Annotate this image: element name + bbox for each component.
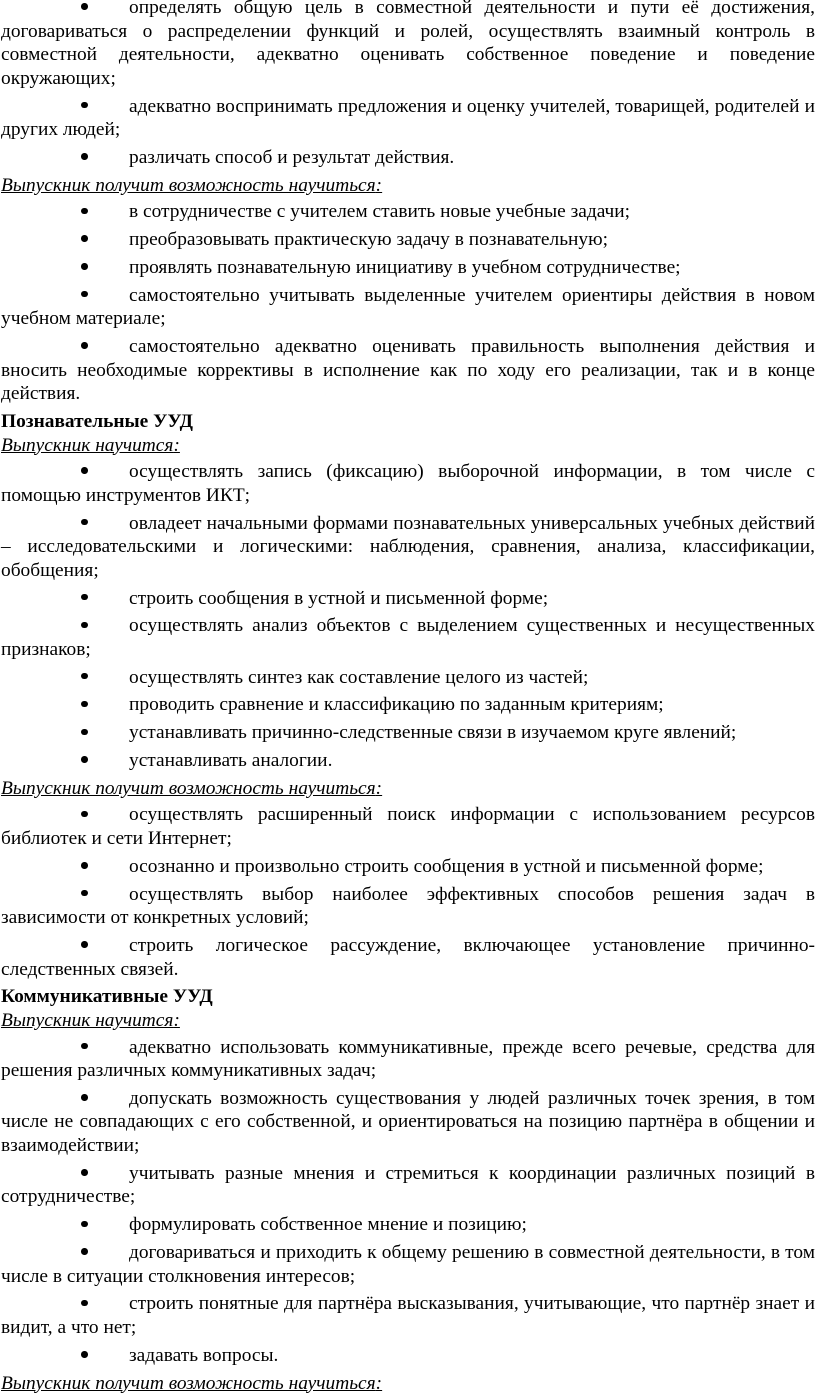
bullet-dot-icon (81, 512, 129, 536)
bullet-dot-icon (81, 587, 129, 611)
bullet-dot-icon (81, 146, 129, 170)
bullet-dot-icon (81, 0, 129, 20)
bullet-item (1, 1213, 815, 1237)
subheading (1, 434, 815, 458)
bullet-dot-icon (81, 749, 129, 773)
bullet-dot-icon (81, 693, 129, 717)
bullet-text: осознанно и произвольно строить сообщения в устной и письменной форме; (129, 855, 764, 877)
bullet-text: адекватно использовать коммуникативные, прежде всего речевые, средства для решения различных коммуникативных задач; (1, 1036, 815, 1082)
subheading-colon: : (173, 1009, 180, 1031)
bullet-text: осуществлять запись (фиксацию) выборочной информации, в том числе с помощью инструментов ИКТ; (1, 461, 815, 506)
bullet-text: осуществлять анализ объектов с выделением существенных и несущественных признаков; (1, 615, 815, 660)
bullet-text: преобразовывать практическую задачу в познавательную; (129, 229, 608, 251)
bullet-item (1, 335, 815, 406)
bullet-dot-icon (81, 666, 129, 690)
bullet-item (1, 1162, 815, 1209)
bullet-item (1, 0, 815, 90)
subheading-colon: : (375, 1372, 383, 1394)
bullet-text: договариваться и приходить к общему решению в совместной деятельности, в том числе в ситуации столкновения интересов; (1, 1242, 815, 1287)
bullet-item (1, 256, 815, 280)
bullet-item (1, 1344, 815, 1368)
bullet-item (1, 1241, 815, 1288)
bullet-dot-icon (81, 883, 129, 907)
subheading-text: Выпускник научится (1, 434, 174, 456)
bullet-dot-icon (81, 803, 129, 827)
bullet-dot-icon (81, 228, 129, 252)
bullet-text: допускать возможность существования у людей различных точек зрения, в том числе не совпадающих с его собственной, и ориентироваться на позицию партнёра в общении и взаимодействии; (1, 1087, 815, 1157)
bullet-item (1, 1036, 815, 1083)
bullet-dot-icon (81, 284, 129, 308)
bullet-text: устанавливать причинно-следственные связи в изучаемом круге явлений; (129, 722, 737, 744)
bullet-item (1, 721, 815, 745)
subheading-colon: : (375, 174, 383, 196)
subheading-text: Выпускник научится (1, 1009, 174, 1031)
bullet-dot-icon (81, 460, 129, 484)
subheading-colon: : (173, 434, 180, 456)
bullet-dot-icon (81, 1087, 129, 1111)
bullet-text: проявлять познавательную инициативу в учебном сотрудничестве; (129, 256, 681, 278)
bullet-item (1, 200, 815, 224)
bullet-text: строить логическое рассуждение, включающее установление причинно-следственных связей. (1, 934, 815, 980)
bullet-item (1, 512, 815, 583)
bullet-dot-icon (81, 1241, 129, 1265)
bullet-item (1, 883, 815, 930)
bullet-item (1, 934, 815, 981)
bullet-item (1, 587, 815, 611)
bullet-text: задавать вопросы. (129, 1344, 279, 1366)
bullet-item (1, 146, 815, 170)
bullet-dot-icon (81, 1292, 129, 1316)
bullet-dot-icon (81, 1162, 129, 1186)
bullet-dot-icon (81, 95, 129, 119)
bullet-dot-icon (81, 256, 129, 280)
bullet-text: овладеет начальными формами познавательных универсальных учебных действий – исследовательскими и логическими: наблюдения, сравнения, анализа, классификации, обобщения; (1, 512, 815, 581)
bullet-text: формулировать собственное мнение и позицию; (129, 1214, 527, 1236)
bullet-dot-icon (81, 934, 129, 958)
subheading (1, 174, 815, 198)
bullet-item (1, 228, 815, 252)
subheading (1, 1372, 815, 1396)
bullet-dot-icon (81, 335, 129, 359)
bullet-text: самостоятельно учитывать выделенные учителем ориентиры действия в новом учебном материале; (1, 284, 815, 330)
subheading (1, 1009, 815, 1033)
bullet-item (1, 749, 815, 773)
bullet-dot-icon (81, 855, 129, 879)
bullet-dot-icon (81, 1344, 129, 1368)
bullet-item (1, 1292, 815, 1339)
bullet-text: различать способ и результат действия. (129, 146, 455, 168)
bullet-item (1, 666, 815, 690)
subheading-text: Выпускник получит возможность научиться (1, 777, 376, 799)
bullet-text: самостоятельно адекватно оценивать правильность выполнения действия и вносить необходимые коррективы в исполнение как по ходу его реализации, так и в конце действия. (1, 336, 815, 405)
bullet-item (1, 460, 815, 507)
subheading-text: Выпускник получит возможность научиться (1, 174, 376, 196)
bullet-dot-icon (81, 614, 129, 638)
bullet-dot-icon (81, 200, 129, 224)
bullet-text: устанавливать аналогии. (129, 750, 333, 772)
subheading-colon: : (375, 777, 383, 799)
bullet-text: строить понятные для партнёра высказывания, учитывающие, что партнёр знает и видит, а что нет; (1, 1293, 815, 1338)
section-heading: Коммуникативные УУД (1, 986, 213, 1008)
bullet-item (1, 284, 815, 331)
bullet-text: осуществлять синтез как составление целого из частей; (129, 666, 589, 688)
bullet-text: проводить сравнение и классификацию по заданным критериям; (129, 694, 664, 716)
bullet-text: учитывать разные мнения и стремиться к координации различных позиций в сотрудничестве; (1, 1162, 815, 1208)
bullet-text: адекватно воспринимать предложения и оценку учителей, товарищей, родителей и других людей; (1, 95, 815, 141)
bullet-text: в сотрудничестве с учителем ставить новые учебные задачи; (129, 201, 631, 223)
bullet-text: строить сообщения в устной и письменной форме; (129, 587, 549, 609)
subheading-text: Выпускник получит возможность научиться (1, 1372, 376, 1394)
bullet-item (1, 614, 815, 661)
bullet-text: определять общую цель в совместной деятельности и пути её достижения, договариваться о распределении функций и ролей, осуществлять взаимный контроль в совместной деятельности, адекватно оценивать собственное поведение и поведение окружающих; (1, 0, 815, 89)
section-heading: Познавательные УУД (1, 411, 193, 432)
bullet-text: осуществлять расширенный поиск информации с использованием ресурсов библиотек и сети Интернет; (1, 804, 815, 849)
bullet-dot-icon (81, 721, 129, 745)
subheading (1, 777, 815, 801)
bullet-dot-icon (81, 1213, 129, 1237)
bullet-item (1, 95, 815, 142)
bullet-item (1, 855, 815, 879)
bullet-item (1, 1087, 815, 1158)
bullet-item (1, 693, 815, 717)
bullet-dot-icon (81, 1036, 129, 1060)
document-page (1, 0, 815, 1398)
bullet-item (1, 803, 815, 850)
bullet-text: осуществлять выбор наиболее эффективных способов решения задач в зависимости от конкретных условий; (1, 883, 815, 929)
